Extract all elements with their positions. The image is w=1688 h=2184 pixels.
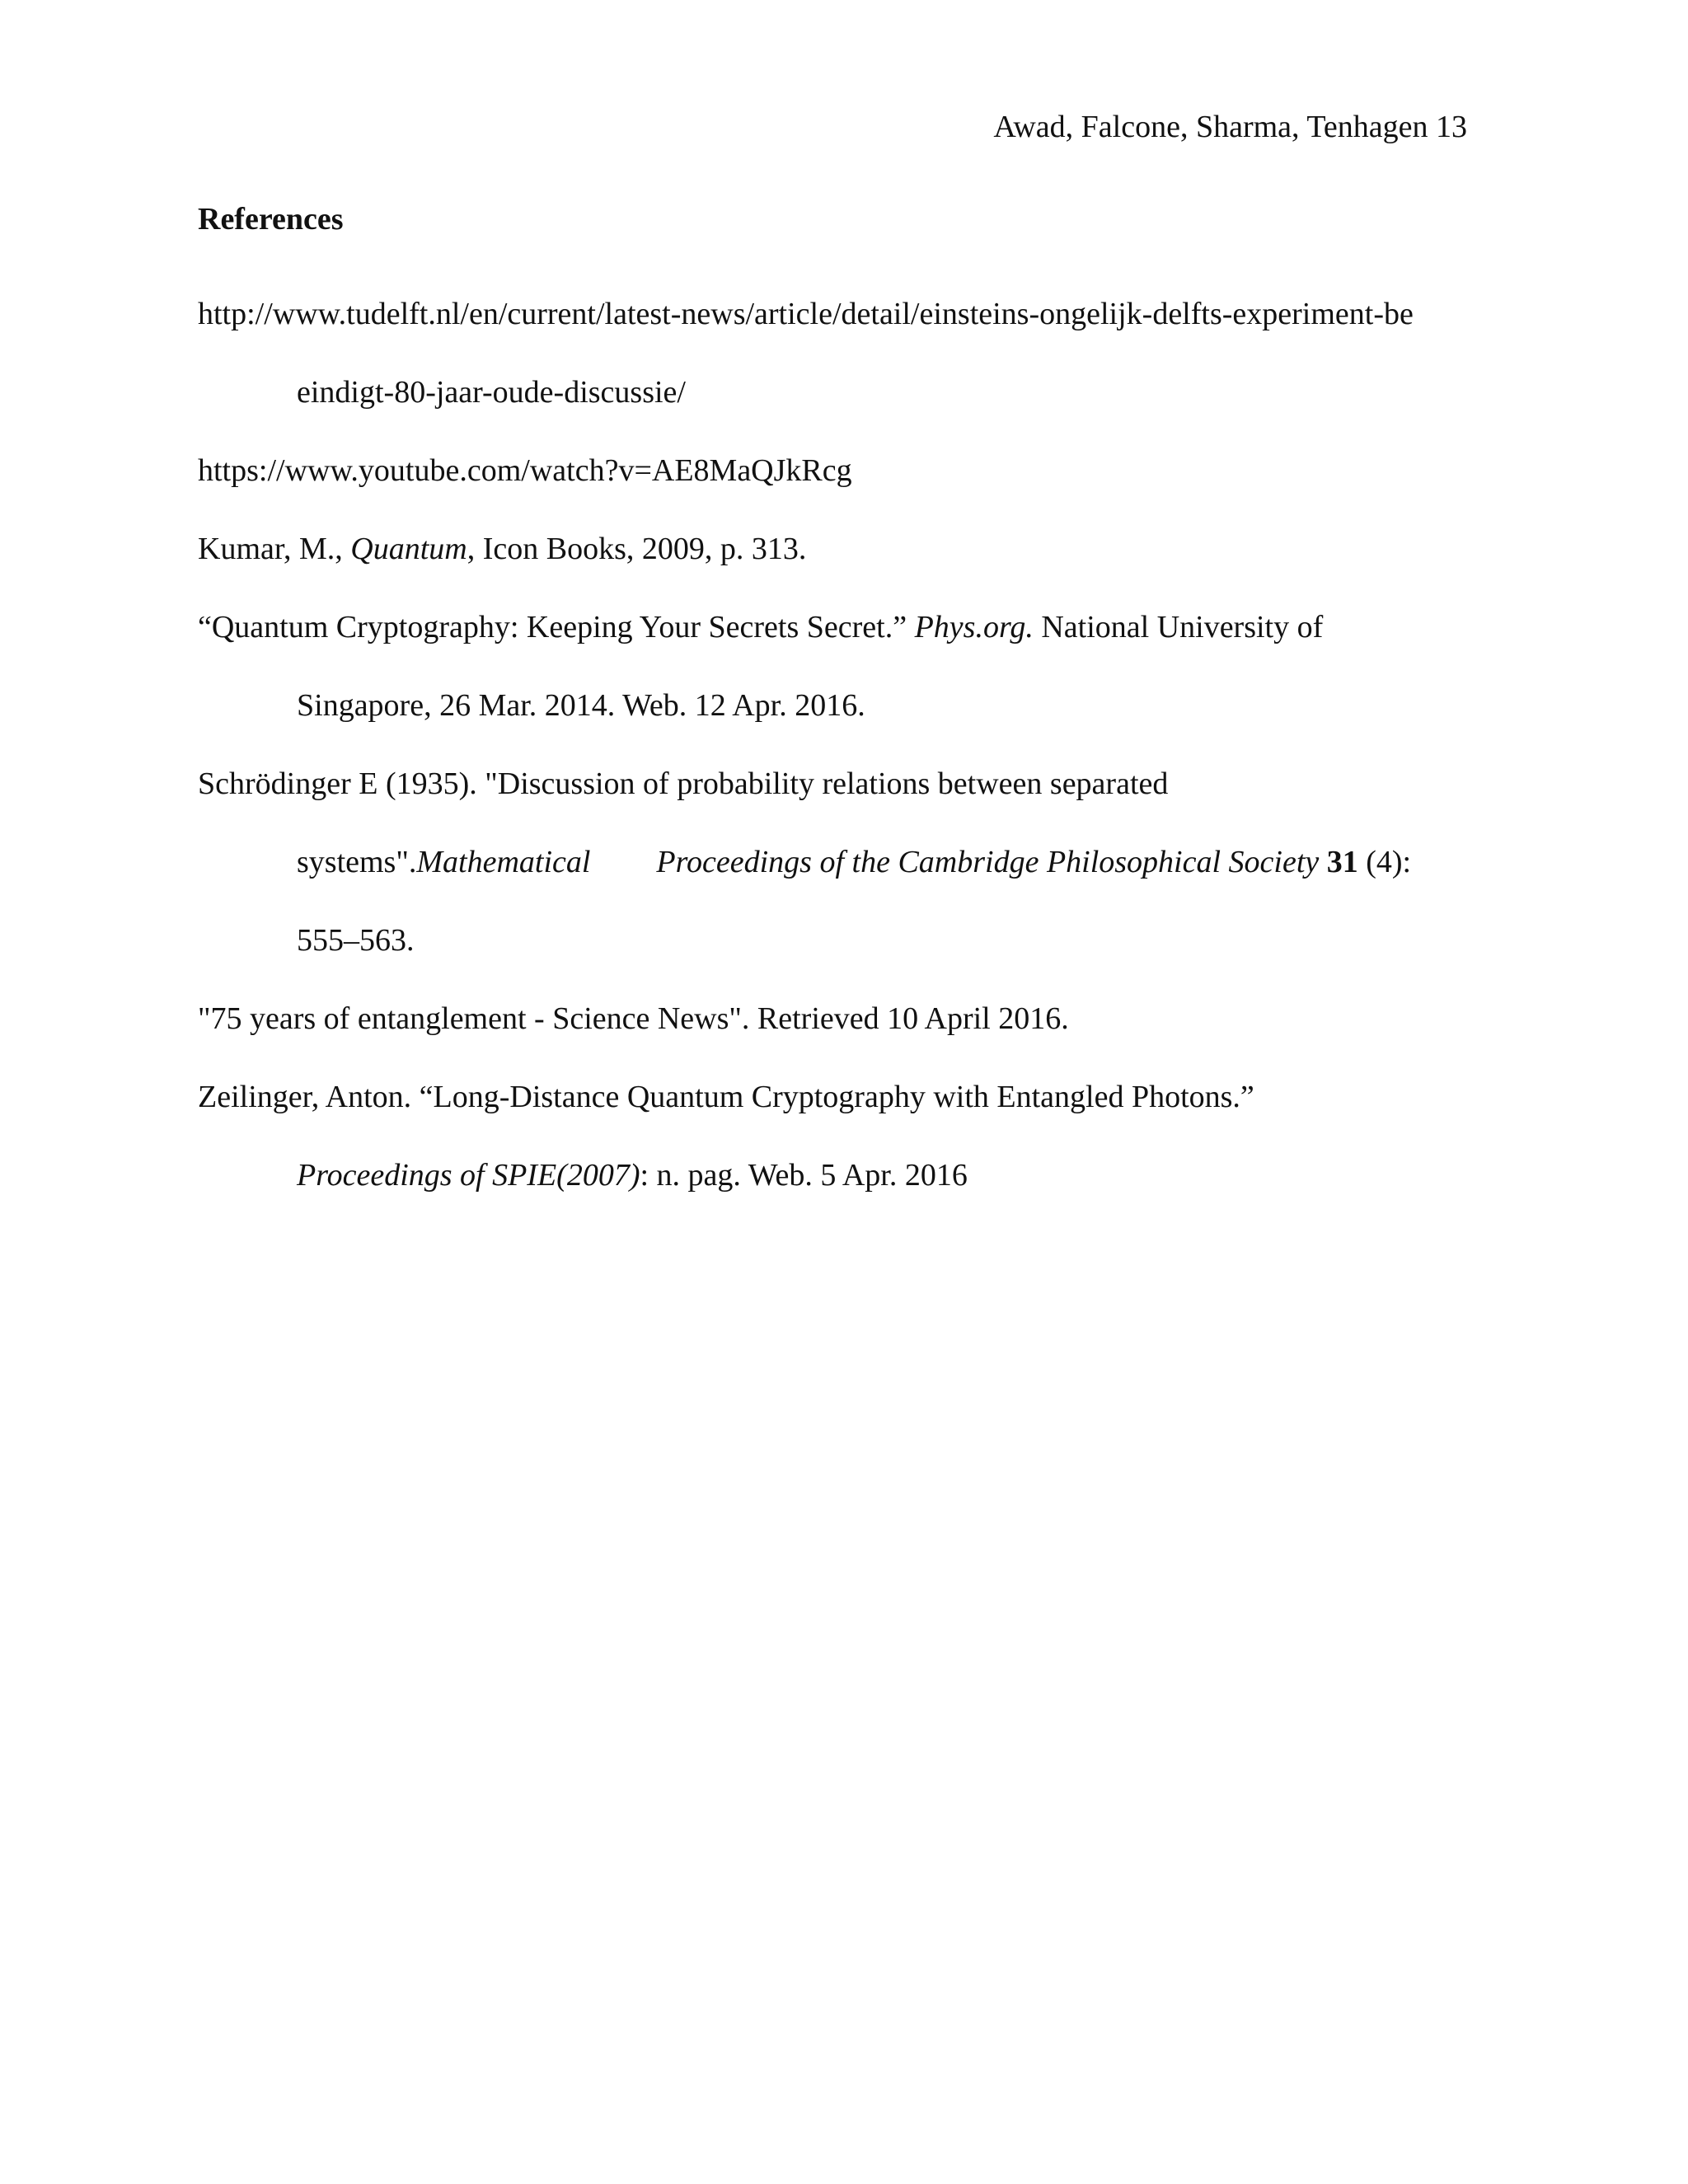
reference-physorg-rest2: Singapore, 26 Mar. 2014. Web. 12 Apr. 2016. — [297, 688, 865, 723]
reference-kumar-author: Kumar, M., — [198, 532, 351, 566]
reference-schrodinger-line1: Schrödinger E (1935). "Discussion of probability relations between separated — [198, 766, 1169, 801]
reference-zeilinger-source: Proceedings of SPIE(2007) — [297, 1158, 640, 1193]
reference-zeilinger-line1: Zeilinger, Anton. “Long-Distance Quantum Cryptography with Entangled Photons.” — [198, 1080, 1254, 1114]
reference-kumar-title: Quantum — [350, 532, 467, 566]
reference-physorg-rest1: National University of — [1033, 610, 1324, 644]
reference-tudelft — [198, 275, 1484, 432]
reference-schrodinger-issue: (4): — [1357, 845, 1412, 879]
reference-tudelft-line1: http://www.tudelft.nl/en/current/latest-news/article/detail/einsteins-ongelijk-delfts-experiment-be — [198, 297, 1414, 331]
reference-schrodinger-journal2: Proceedings of the Cambridge Philosophical Society — [656, 845, 1320, 879]
reference-tudelft-line2: eindigt-80-jaar-oude-discussie/ — [297, 375, 686, 410]
reference-kumar-rest: , Icon Books, 2009, p. 313. — [467, 532, 807, 566]
reference-schrodinger-journal1: Mathematical — [416, 845, 591, 879]
reference-schrodinger-part1: systems". — [297, 845, 417, 879]
running-head: Awad, Falcone, Sharma, Tenhagen 13 — [993, 110, 1467, 144]
references-heading: References — [198, 202, 344, 237]
references-list — [198, 275, 1484, 1215]
reference-kumar — [198, 510, 1484, 588]
reference-science-news — [198, 980, 1484, 1058]
reference-physorg — [198, 588, 1484, 745]
reference-physorg-source: Phys.org. — [914, 610, 1034, 644]
reference-zeilinger — [198, 1058, 1484, 1215]
reference-schrodinger — [198, 745, 1484, 980]
reference-zeilinger-rest: : n. pag. Web. 5 Apr. 2016 — [640, 1158, 968, 1193]
reference-schrodinger-volume: 31 — [1326, 845, 1358, 879]
reference-physorg-title: “Quantum Cryptography: Keeping Your Secrets Secret.” — [198, 610, 915, 644]
reference-youtube-text: https://www.youtube.com/watch?v=AE8MaQJkRcg — [198, 453, 852, 488]
reference-schrodinger-pages: 555–563. — [297, 923, 415, 958]
reference-science-news-text: "75 years of entanglement - Science News". Retrieved 10 April 2016. — [198, 1001, 1069, 1036]
reference-youtube — [198, 432, 1484, 510]
